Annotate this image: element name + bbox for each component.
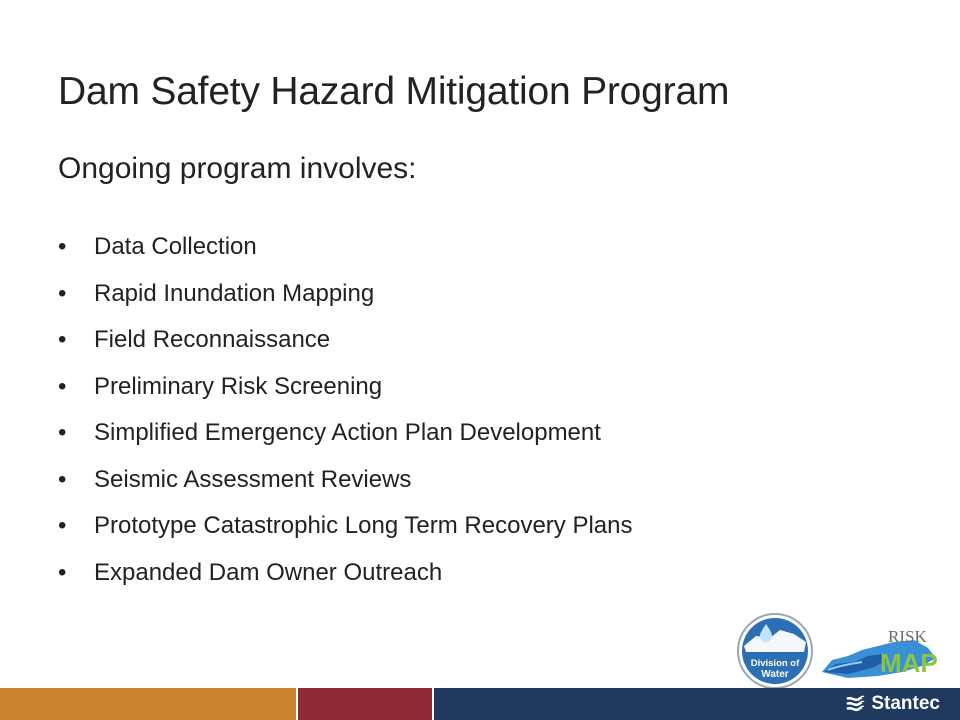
risk-map-logo: [818, 620, 948, 684]
stantec-wave-icon: [845, 695, 865, 713]
footer-bar-red: [298, 688, 432, 720]
bullet-text: Simplified Emergency Action Plan Development: [94, 419, 601, 446]
stantec-logo: [845, 693, 940, 715]
dow-line2: Water: [761, 669, 789, 680]
bullet-item: [58, 271, 633, 318]
bullet-dot: •: [58, 465, 67, 493]
bullet-item: [58, 503, 633, 550]
bullet-dot: •: [58, 419, 67, 446]
bullet-text: Data Collection: [94, 233, 257, 260]
map-text: MAP: [880, 648, 938, 678]
division-of-water-logo: [736, 612, 814, 690]
bullet-item: [58, 457, 633, 504]
risk-text: RISK: [888, 627, 927, 646]
bullet-text: Expanded Dam Owner Outreach: [94, 558, 443, 586]
stantec-text: Stantec: [871, 693, 940, 714]
bullet-dot: •: [58, 279, 67, 307]
bullet-dot: •: [58, 326, 67, 353]
bullet-item: [58, 550, 633, 597]
footer-bar-gold: [0, 688, 296, 720]
bullet-dot: •: [58, 372, 67, 400]
dow-line1: Division of: [750, 658, 800, 669]
bullet-item: [58, 410, 633, 457]
bullet-text: Seismic Assessment Reviews: [94, 465, 412, 493]
slide-subtitle: Ongoing program involves:: [58, 152, 417, 185]
bullet-dot: •: [58, 558, 67, 586]
bullet-dot: •: [58, 233, 67, 260]
bullet-item: [58, 224, 633, 271]
bullet-dot: •: [58, 512, 67, 539]
bullet-text: Prototype Catastrophic Long Term Recovery Plans: [94, 512, 633, 539]
bullet-list: [58, 224, 633, 596]
slide-title: Dam Safety Hazard Mitigation Program: [58, 70, 730, 113]
bullet-item: [58, 317, 633, 364]
bullet-text: Rapid Inundation Mapping: [94, 279, 375, 307]
bullet-text: Preliminary Risk Screening: [94, 372, 383, 400]
bullet-text: Field Reconnaissance: [94, 326, 331, 353]
bullet-item: [58, 364, 633, 411]
